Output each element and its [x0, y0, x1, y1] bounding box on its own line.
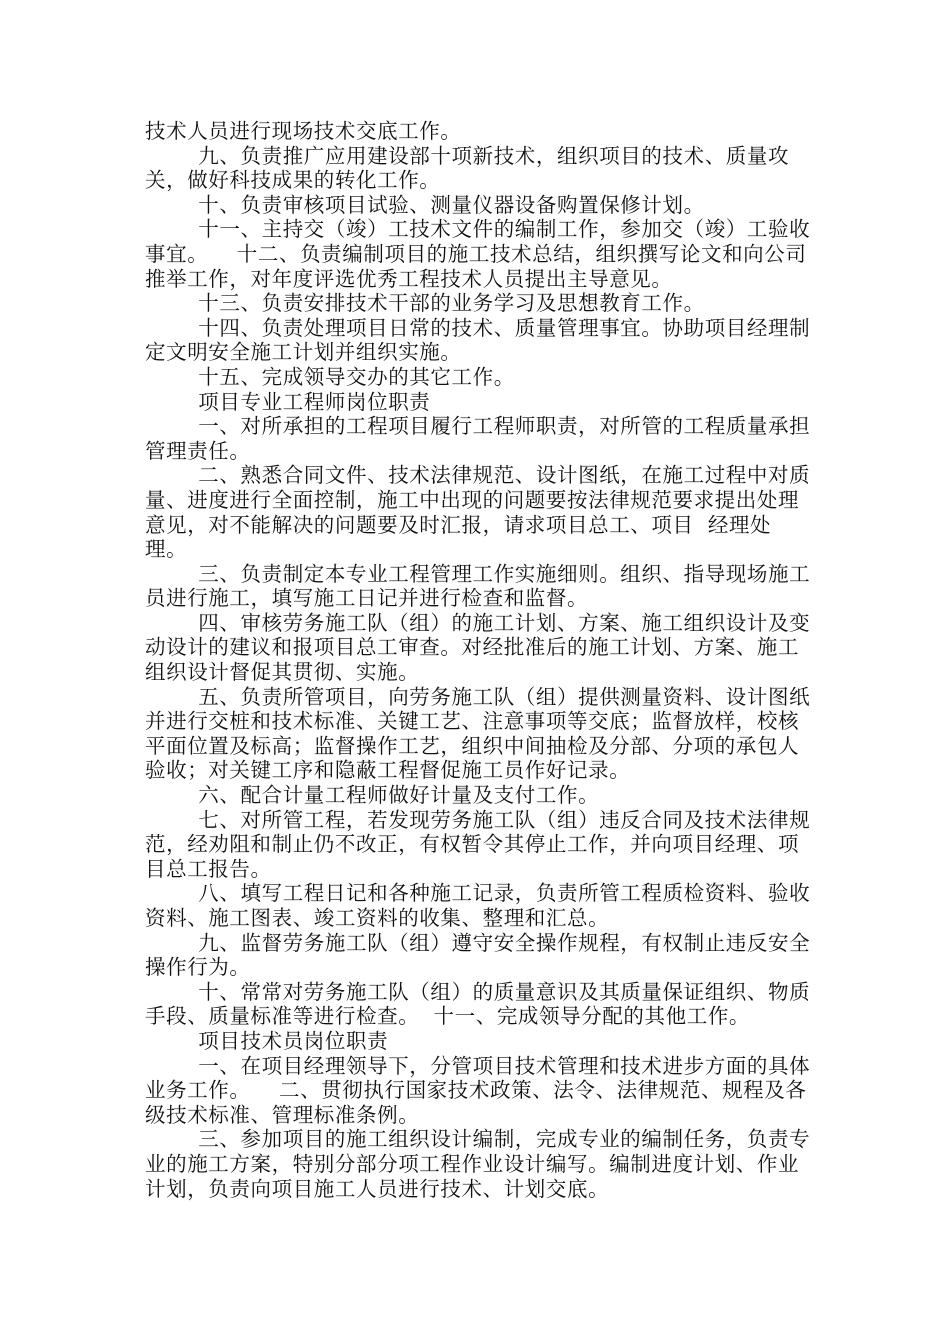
- paragraph: 四、审核劳务施工队（组）的施工计划、方案、施工组织设计及变动设计的建议和报项目总工审查。对经批准后的施工计划、方案、施工组织设计督促其贯彻、实施。: [145, 610, 811, 685]
- paragraph: 技术人员进行现场技术交底工作。: [145, 119, 462, 143]
- paragraph: 一、对所承担的工程项目履行工程师职责，对所管的工程质量承担管理责任。: [145, 414, 811, 463]
- paragraph: 八、填写工程日记和各种施工记录，负责所管工程质检资料、验收资料、施工图表、竣工资料的收集、整理和汇总。: [145, 881, 811, 930]
- paragraph: 十三、负责安排技术干部的业务学习及思想教育工作。: [198, 291, 705, 316]
- paragraph: 十四、负责处理项目日常的技术、质量管理事宜。协助项目经理制定文明安全施工计划并组织实施。: [145, 315, 811, 365]
- paragraph: 三、参加项目的施工组织设计编制，完成专业的编制任务，负责专业的施工方案，特别分部分项工程作业设计编写。编制进度计划、作业计划，负责向项目施工人员进行技术、计划交底。: [145, 1127, 811, 1201]
- document-body: [145, 119, 813, 1201]
- paragraph: 十五、完成领导交办的其它工作。: [198, 364, 515, 389]
- section-heading: 项目专业工程师岗位职责: [198, 389, 431, 414]
- paragraph: 一、在项目经理领导下，分管项目技术管理和技术进步方面的具体业务工作。 二、贯彻执行国家技术政策、法令、法律规范、规程及各级技术标准、管理标准条例。: [145, 1053, 811, 1127]
- paragraph: 二、熟悉合同文件、技术法律规范、设计图纸，在施工过程中对质量、进度进行全面控制，施工中出现的问题要按法律规范要求提出处理意见，对不能解决的问题要及时汇报，请求项目总工、项目 经理处理。: [145, 463, 811, 562]
- paragraph: 十一、主持交（竣）工技术文件的编制工作，参加交（竣）工验收事宜。 十二、负责编制项目的施工技术总结，组织撰写论文和向公司推举工作，对年度评选优秀工程技术人员提出主导意见。: [145, 217, 811, 291]
- paragraph: 九、负责推广应用建设部十项新技术，组织项目的技术、质量攻关，做好科技成果的转化工作。: [145, 143, 790, 193]
- paragraph: 十、常常对劳务施工队（组）的质量意识及其质量保证组织、物质手段、质量标准等进行检查。 十一、完成领导分配的其他工作。: [145, 979, 811, 1029]
- paragraph: 九、监督劳务施工队（组）遵守安全操作规程，有权制止违反安全操作行为。: [145, 930, 811, 980]
- paragraph: 五、负责所管项目，向劳务施工队（组）提供测量资料、设计图纸并进行交桩和技术标准、关键工艺、注意事项等交底；监督放样，校核平面位置及标高；监督操作工艺，组织中间抽检及分部、分项的承包人验收；对关键工序和隐蔽工程督促施工员作好记录。: [145, 684, 811, 783]
- paragraph: 十、负责审核项目试验、测量仪器设备购置保修计划。: [198, 192, 705, 217]
- section-heading: 项目技术员岗位职责: [198, 1028, 389, 1053]
- paragraph: 七、对所管工程，若发现劳务施工队（组）违反合同及技术法律规范，经劝阻和制止仍不改正，有权暂令其停止工作，并向项目经理、项目总工报告。: [145, 807, 811, 881]
- paragraph: 三、负责制定本专业工程管理工作实施细则。组织、指导现场施工员进行施工，填写施工日记并进行检查和监督。: [145, 561, 811, 611]
- paragraph: 六、配合计量工程师做好计量及支付工作。: [198, 783, 600, 808]
